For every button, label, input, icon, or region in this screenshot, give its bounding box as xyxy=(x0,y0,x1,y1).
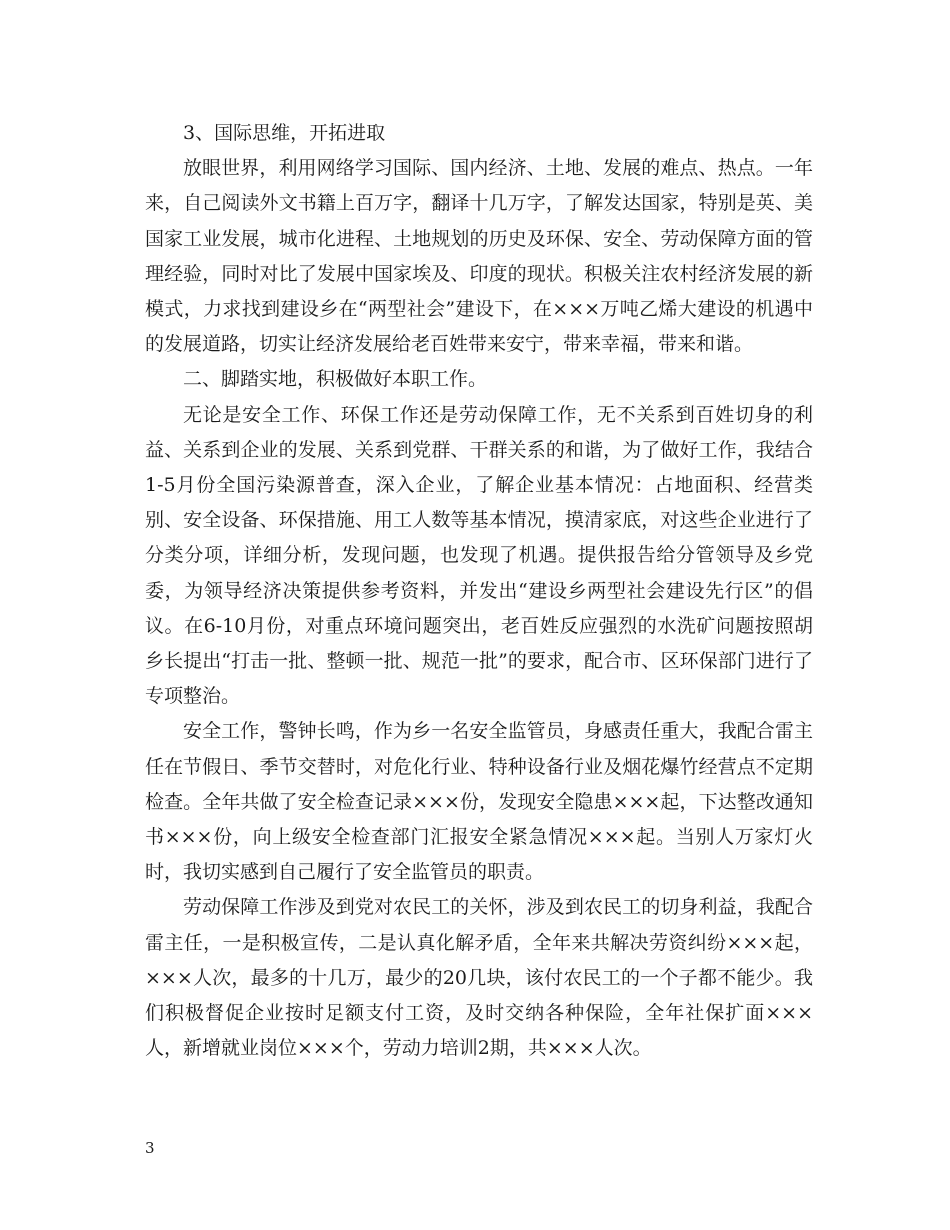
paragraph-labor-security-work: 劳动保障工作涉及到党对农民工的关怀，涉及到农民工的切身利益，我配合雷主任，一是积极宣传，二是认真化解矛盾，全年来共解决劳资纠纷×××起，×××人次，最多的十几万，最少的20几块，该付农民工的一个子都不能少。我们积极督促企业按时足额支付工资，及时交纳各种保险，全年社保扩面×××人，新增就业岗位×××个，劳动力培训2期，共×××人次。 xyxy=(145,896,813,1060)
page-number: 3 xyxy=(145,1139,155,1157)
paragraph-safety-work: 安全工作，警钟长鸣，作为乡一名安全监管员，身感责任重大，我配合雷主任在节假日、季节交替时，对危化行业、特种设备行业及烟花爆竹经营点不定期检查。全年共做了安全检查记录×××份，发现安全隐患×××起，下达整改通知书×××份，向上级安全检查部门汇报安全紧急情况×××起。当别人万家灯火时，我切实感到自己履行了安全监管员的职责。 xyxy=(145,720,813,884)
section-heading-international-thinking: 3、国际思维，开拓进取 xyxy=(183,122,386,144)
document-body xyxy=(145,116,813,1066)
paragraph-environment-work: 无论是安全工作、环保工作还是劳动保障工作，无不关系到百姓切身的利益、关系到企业的发展、关系到党群、干群关系的和谐，为了做好工作，我结合1-5月份全国污染源普查，深入企业，了解企业基本情况：占地面积、经营类别、安全设备、环保措施、用工人数等基本情况，摸清家底，对这些企业进行了分类分项，详细分析，发现问题，也发现了机遇。提供报告给分管领导及乡党委，为领导经济决策提供参考资料，并发出“建设乡两型社会建设先行区”的倡议。在6-10月份，对重点环境问题突出，老百姓反应强烈的水洗矿问题按照胡乡长提出“打击一批、整顿一批、规范一批”的要求，配合市、区环保部门进行了专项整治。 xyxy=(145,403,813,708)
paragraph-global-learning: 放眼世界，利用网络学习国际、国内经济、土地、发展的难点、热点。一年来，自己阅读外文书籍上百万字，翻译十几万字，了解发达国家，特别是英、美国家工业发展，城市化进程、土地规划的历史及环保、安全、劳动保障方面的管理经验，同时对比了发展中国家埃及、印度的现状。积极关注农村经济发展的新模式，力求找到建设乡在“两型社会”建设下，在×××万吨乙烯大建设的机遇中的发展道路，切实让经济发展给老百姓带来安宁，带来幸福，带来和谐。 xyxy=(145,157,813,356)
section-heading-practical-work: 二、脚踏实地，积极做好本职工作。 xyxy=(183,368,488,391)
